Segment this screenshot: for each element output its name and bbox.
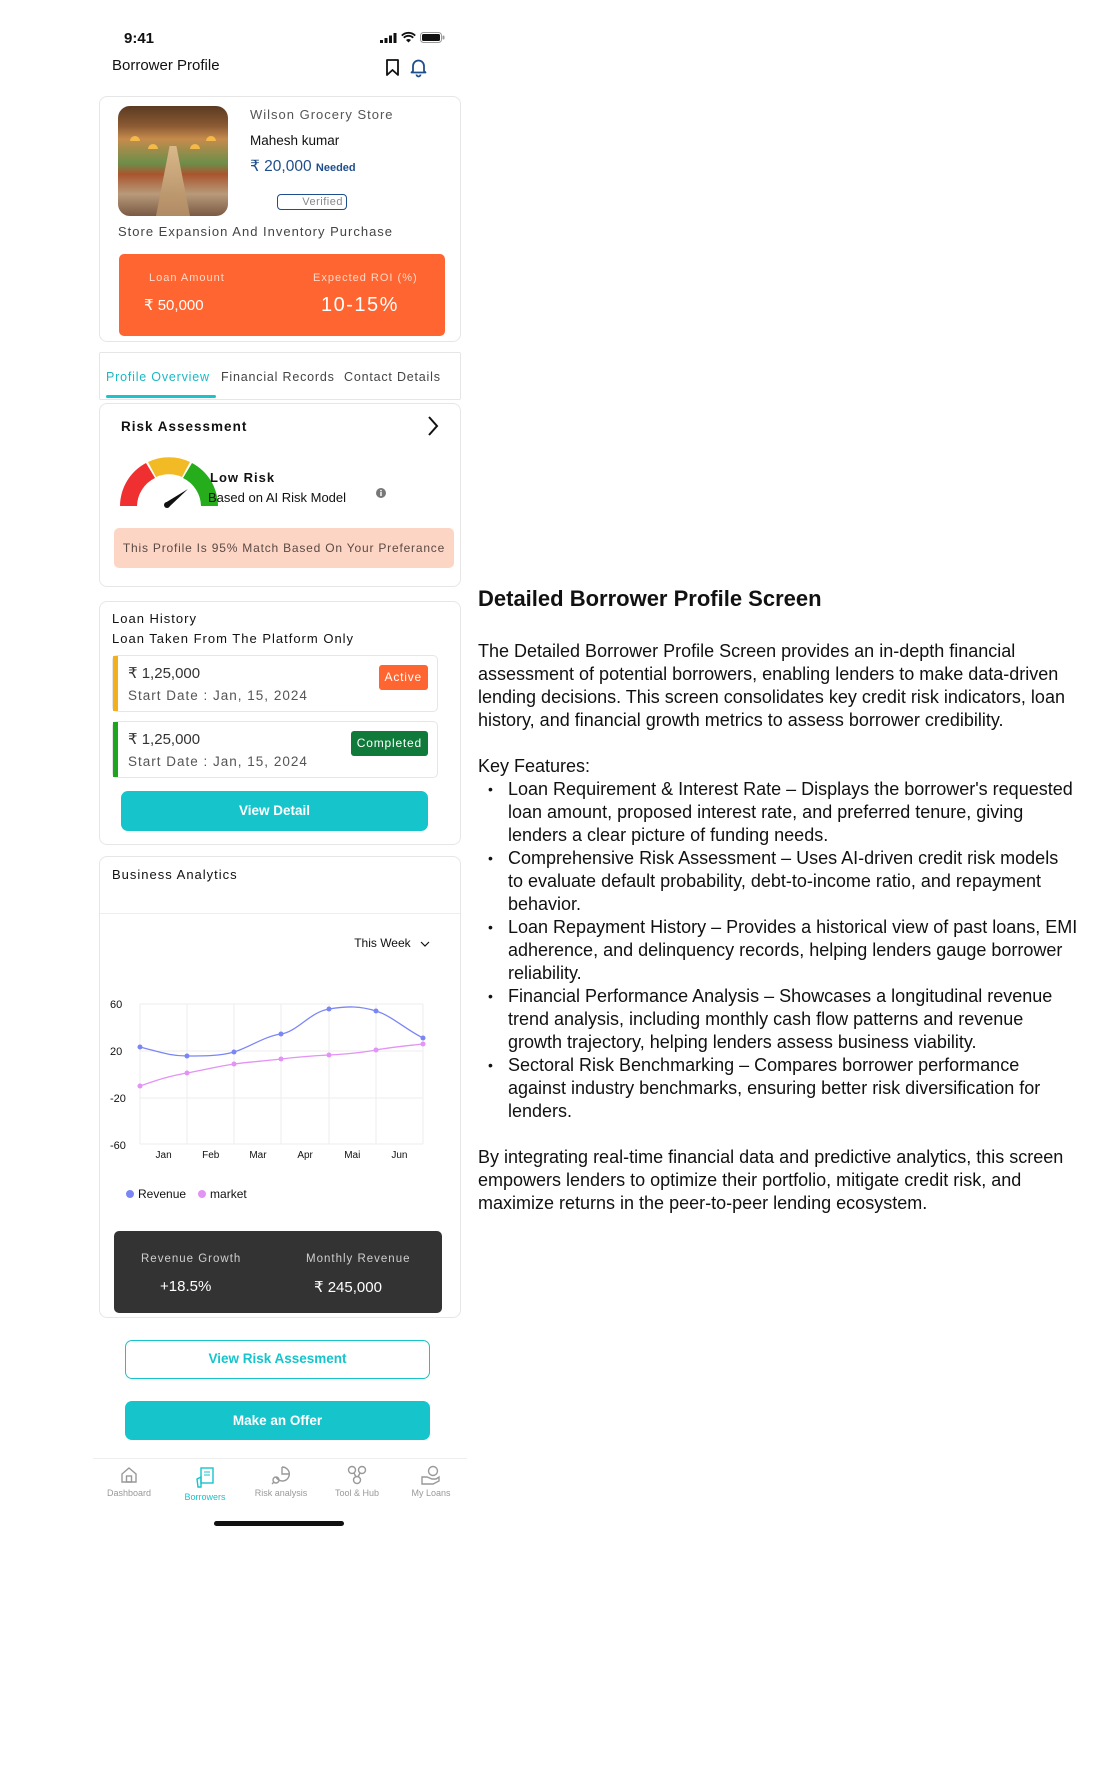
chevron-down-icon	[420, 941, 430, 947]
chevron-right-icon[interactable]	[426, 414, 440, 438]
status-badge: Completed	[351, 731, 428, 756]
x-tick: Mai	[344, 1150, 361, 1161]
y-tick: -20	[110, 1093, 126, 1105]
nav-borrowers[interactable]: Borrowers	[169, 1467, 241, 1502]
analytics-title: Business Analytics	[112, 867, 238, 882]
tab-financial-records[interactable]: Financial Records	[221, 370, 335, 384]
loan-amount-value: ₹ 50,000	[144, 297, 204, 314]
make-offer-button[interactable]: Make an Offer	[125, 1401, 430, 1440]
feature-item: • Loan Requirement & Interest Rate – Displays the borrower's requested loan amount, proposed interest rate, and preferred tenure, giving lenders a clear picture of funding needs.	[508, 778, 1078, 847]
active-tab-indicator	[106, 395, 216, 398]
battery-icon	[420, 32, 445, 43]
roi-value: 10-15%	[321, 294, 399, 316]
profile-tabs	[99, 352, 461, 400]
bookmark-icon[interactable]	[385, 58, 400, 77]
wifi-icon	[401, 32, 416, 43]
signal-icon	[380, 33, 397, 43]
legend-revenue: Revenue	[126, 1187, 186, 1201]
loan-start-date: Start Date : Jan, 15, 2024	[128, 754, 308, 769]
features-list	[508, 778, 1078, 1123]
borrowers-icon	[195, 1467, 215, 1489]
my-loans-icon	[421, 1465, 441, 1485]
loan-item[interactable]	[112, 721, 438, 778]
x-tick: Mar	[249, 1150, 267, 1161]
status-time: 9:41	[124, 30, 155, 47]
loan-start-date: Start Date : Jan, 15, 2024	[128, 688, 308, 703]
x-tick: Feb	[202, 1150, 220, 1161]
loan-purpose: Store Expansion And Inventory Purchase	[118, 224, 394, 239]
status-badge: Active	[379, 665, 428, 690]
y-tick: 60	[110, 999, 123, 1011]
page-title: Borrower Profile	[112, 57, 220, 74]
y-tick: -60	[110, 1140, 126, 1152]
line-chart	[100, 984, 460, 1152]
x-tick: Apr	[297, 1150, 313, 1161]
chart-legend	[126, 1187, 247, 1201]
y-tick: 20	[110, 1046, 123, 1058]
status-bar	[113, 722, 118, 777]
bottom-nav	[93, 1458, 467, 1514]
status-bar	[113, 656, 118, 711]
tab-contact-details[interactable]: Contact Details	[344, 370, 441, 384]
status-icons	[380, 32, 445, 43]
feature-item: • Loan Repayment History – Provides a historical view of past loans, EMI adherence, and delinquency records, helping lenders gauge borrower reliability.	[508, 916, 1078, 985]
description-conclusion: By integrating real-time financial data and predictive analytics, this screen empowers lenders to optimize their portfolio, mitigate credit risk, and maximize returns in the peer-to-peer lending ecosystem.	[478, 1147, 1064, 1213]
needed-label: Needed	[315, 162, 356, 174]
risk-level: Low Risk	[210, 470, 276, 485]
revenue-summary-box	[114, 1231, 442, 1313]
loan-amount: ₹ 1,25,000	[128, 731, 201, 748]
risk-assessment-card	[99, 403, 461, 587]
description-intro: The Detailed Borrower Profile Screen provides an in-depth financial assessment of potential borrowers, enabling lenders to make data-driven lending decisions. This screen consolidates key credit risk indicators, loan history, and financial growth metrics to assess borrower credibility.	[478, 641, 1065, 730]
match-banner: This Profile Is 95% Match Based On Your Preferance	[114, 528, 454, 568]
loan-summary-box	[119, 254, 445, 336]
store-image	[118, 106, 228, 216]
nav-tool-hub[interactable]: Tool & Hub	[321, 1465, 393, 1498]
nav-my-loans[interactable]: My Loans	[395, 1465, 467, 1498]
loan-amount: ₹ 1,25,000	[128, 665, 201, 682]
risk-gauge-icon	[118, 451, 220, 507]
nav-dashboard[interactable]: Dashboard	[93, 1465, 165, 1498]
risk-model: Based on AI Risk Model	[208, 490, 347, 505]
revenue-growth-value: +18.5%	[160, 1278, 212, 1295]
loan-history-title: Loan History	[112, 611, 197, 626]
monthly-revenue-value: ₹ 245,000	[314, 1279, 382, 1296]
loan-history-card	[99, 601, 461, 845]
roi-label: Expected ROI (%)	[313, 272, 418, 284]
loan-history-subtitle: Loan Taken From The Platform Only	[112, 631, 355, 646]
period-dropdown[interactable]: This Week	[354, 936, 430, 950]
revenue-chart	[100, 913, 460, 1233]
store-name: Wilson Grocery Store	[250, 107, 394, 122]
home-icon	[119, 1465, 139, 1485]
verified-badge: Verified	[277, 194, 347, 210]
description-heading: Detailed Borrower Profile Screen	[478, 586, 822, 611]
info-icon[interactable]	[376, 488, 386, 498]
x-axis-labels	[140, 1150, 423, 1161]
revenue-growth-label: Revenue Growth	[141, 1253, 242, 1265]
needed-amount: ₹ 20,000 Needed	[250, 158, 356, 175]
nav-risk-analysis[interactable]: Risk analysis	[245, 1465, 317, 1498]
feature-item: • Sectoral Risk Benchmarking – Compares borrower performance against industry benchmarks, ensuring better risk diversification for lenders.	[508, 1054, 1078, 1123]
profile-card	[99, 96, 461, 342]
x-tick: Jun	[391, 1150, 408, 1161]
bell-icon[interactable]	[410, 58, 427, 77]
business-analytics-card	[99, 856, 461, 1318]
tab-profile-overview[interactable]: Profile Overview	[106, 370, 210, 384]
x-tick: Jan	[155, 1150, 172, 1161]
feature-item: • Comprehensive Risk Assessment – Uses AI-driven credit risk models to evaluate default probability, debt-to-income ratio, and repayment behavior.	[508, 847, 1078, 916]
risk-title: Risk Assessment	[121, 419, 248, 434]
feature-item: • Financial Performance Analysis – Showcases a longitudinal revenue trend analysis, including monthly cash flow patterns and revenue growth trajectory, helping lenders assess business viability.	[508, 985, 1078, 1054]
features-title: Key Features:	[478, 756, 591, 776]
owner-name: Mahesh kumar	[250, 133, 340, 148]
monthly-revenue-label: Monthly Revenue	[306, 1253, 411, 1265]
loan-item[interactable]	[112, 655, 438, 712]
home-indicator	[214, 1521, 344, 1526]
legend-market: market	[198, 1187, 247, 1201]
tool-hub-icon	[347, 1465, 367, 1485]
risk-analysis-icon	[271, 1465, 291, 1485]
loan-amount-label: Loan Amount	[149, 272, 225, 284]
view-risk-assessment-button[interactable]: View Risk Assesment	[125, 1340, 430, 1379]
view-detail-button[interactable]: View Detail	[121, 791, 428, 831]
description-panel	[478, 586, 1078, 1215]
